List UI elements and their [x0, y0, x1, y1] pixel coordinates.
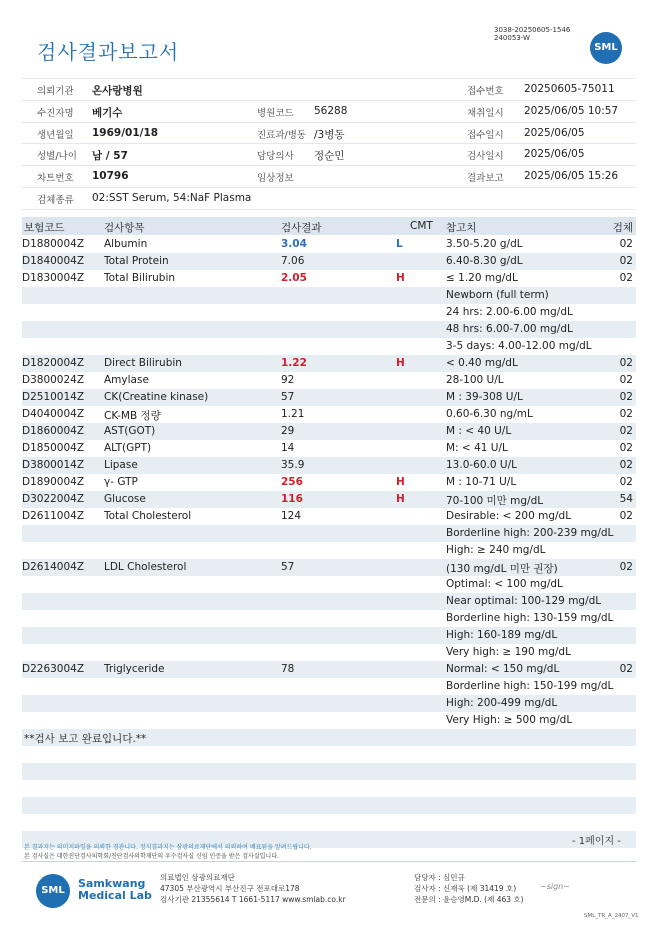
brand-line-2: Medical Lab: [78, 889, 152, 902]
table-row: [22, 746, 636, 763]
table-row: [22, 338, 636, 355]
cell-code: D3022004Z: [22, 493, 85, 505]
table-row: [22, 372, 636, 389]
cell-value: 1.21: [281, 408, 305, 420]
info-value: /3병동: [314, 128, 345, 141]
table-row: [22, 559, 636, 576]
info-label: 생년월일: [37, 129, 74, 141]
cell-name: Total Protein: [104, 255, 169, 267]
info-row: [22, 144, 636, 166]
cell-ref: 28-100 U/L: [446, 374, 504, 386]
cell-code: D1830004Z: [22, 272, 85, 284]
lab-address: [160, 872, 346, 905]
cell-code: D1850004Z: [22, 442, 85, 454]
cell-value: 7.06: [281, 255, 305, 267]
table-row: [22, 729, 636, 746]
sml-logo-icon: SML: [36, 874, 70, 908]
cell-value: 57: [281, 391, 295, 403]
cell-name: AST(GOT): [104, 425, 156, 437]
specimen-label: 검체종류: [37, 194, 74, 206]
info-row-specimen: [22, 188, 636, 210]
cell-name: Amylase: [104, 374, 149, 386]
cell-value: 92: [281, 374, 295, 386]
table-row: [22, 355, 636, 372]
signature-icon: ~sign~: [540, 882, 570, 891]
table-row: [22, 423, 636, 440]
cell-name: Triglyceride: [104, 663, 165, 675]
info-label: 의뢰기관: [37, 86, 74, 97]
table-row: [22, 780, 636, 797]
info-label: 병원코드: [257, 107, 294, 119]
table-row: [22, 389, 636, 406]
table-row: [22, 678, 636, 695]
info-label: 접수일시: [467, 129, 504, 141]
cell-ref: 70-100 미만 mg/dL: [446, 495, 544, 507]
info-label: 성별/나이: [37, 151, 77, 163]
info-label: 담당의사: [257, 151, 294, 163]
staff-line-1: 담당자 : 심민규: [414, 873, 465, 882]
cell-specimen: 02: [619, 272, 633, 284]
cell-specimen: 54: [619, 493, 633, 505]
info-value: 남 / 57: [92, 150, 128, 163]
cell-code: D1880004Z: [22, 238, 85, 250]
cell-flag: H: [396, 272, 405, 284]
header-code: 보험코드: [24, 222, 65, 234]
table-row: [22, 610, 636, 627]
cell-specimen: 02: [619, 561, 633, 573]
cell-value: 35.9: [281, 459, 305, 471]
table-row: [22, 576, 636, 593]
cell-code: D4040004Z: [22, 408, 85, 420]
info-row: [22, 166, 636, 188]
header-ref: 참고치: [446, 222, 477, 234]
header-value: 검사결과: [281, 222, 322, 234]
cell-value: 1.22: [281, 357, 307, 369]
info-label: 수진자명: [37, 107, 74, 119]
table-row: [22, 253, 636, 270]
cell-ref: Desirable: < 200 mg/dL: [446, 510, 572, 522]
table-row: [22, 797, 636, 814]
cell-code: D1840004Z: [22, 255, 85, 267]
cell-ref: Near optimal: 100-129 mg/dL: [446, 595, 602, 607]
results-table: [22, 236, 636, 848]
cell-ref: 3.50-5.20 g/dL: [446, 238, 523, 250]
info-value: 20250605-75011: [524, 83, 615, 95]
table-row: [22, 287, 636, 304]
cell-ref: High: ≥ 240 mg/dL: [446, 544, 546, 556]
info-row: [22, 78, 636, 101]
cell-ref: Borderline high: 130-159 mg/dL: [446, 612, 614, 624]
cell-value: 2.05: [281, 272, 307, 284]
cell-code: D3800024Z: [22, 374, 85, 386]
cell-ref: Optimal: < 100 mg/dL: [446, 578, 563, 590]
cell-specimen: 02: [619, 663, 633, 675]
cell-code: **검사 보고 완료입니다.**: [24, 733, 147, 745]
info-value: 온사랑병원: [92, 85, 143, 97]
footer-note-1: 본 결과지는 의미지파일을 의뢰한 경관니다. 정식결과지는 삼광의료재단에서 의뢰하여 배표됨을 알려드립니다.: [24, 844, 312, 851]
cell-value: 3.04: [281, 238, 307, 250]
cell-specimen: 02: [619, 408, 633, 420]
cell-name: CK-MB 정량: [104, 410, 161, 422]
cell-ref: 0.60-6.30 ng/mL: [446, 408, 533, 420]
info-label: 차트번호: [37, 173, 74, 185]
info-value: 56288: [314, 104, 348, 117]
info-value: 2025/06/05: [524, 148, 585, 161]
info-value: 2025/06/05: [524, 126, 585, 139]
cell-name: Albumin: [104, 238, 148, 250]
cell-value: 124: [281, 510, 302, 522]
cell-ref: 13.0-60.0 U/L: [446, 459, 517, 471]
brand-line-1: Samkwang: [78, 877, 146, 890]
info-label: 결과보고: [467, 173, 504, 185]
cell-name: CK(Creatine kinase): [104, 391, 209, 403]
info-value: 2025/06/05 15:26: [524, 170, 619, 183]
cell-value: 78: [281, 663, 295, 675]
report-code-line2: 240053-W: [494, 34, 530, 42]
cell-value: 57: [281, 561, 295, 573]
cell-ref: 24 hrs: 2.00-6.00 mg/dL: [446, 306, 573, 318]
cell-name: Lipase: [104, 459, 138, 471]
cell-ref: M: < 41 U/L: [446, 442, 508, 454]
cell-name: Total Bilirubin: [104, 272, 176, 284]
cell-specimen: 02: [619, 391, 633, 403]
page-number: - 1페이지 -: [572, 836, 621, 847]
info-label: 접수번호: [467, 86, 504, 97]
cell-ref: 3-5 days: 4.00-12.00 mg/dL: [446, 340, 592, 352]
cell-name: Direct Bilirubin: [104, 357, 182, 369]
staff-line-3: 전문의 : 윤승영M.D. (제 463 호): [414, 895, 524, 904]
table-row: [22, 661, 636, 678]
table-row: [22, 644, 636, 661]
info-label: 임상정보: [257, 173, 294, 185]
table-row: [22, 508, 636, 525]
cell-ref: M : 39-308 U/L: [446, 391, 523, 403]
info-label: 진료과/병동: [257, 129, 307, 141]
cell-flag: H: [396, 476, 405, 488]
cell-ref: Very high: ≥ 190 mg/dL: [446, 646, 571, 658]
specimen-value: 02:SST Serum, 54:NaF Plasma: [92, 191, 252, 204]
table-row: [22, 593, 636, 610]
staff-line-2: 검사자 : 신재욱 (제 31419 호): [414, 884, 517, 893]
form-code: SML_TR_A_2407_V1: [584, 913, 639, 919]
info-value: 정순민: [314, 150, 345, 163]
info-label: 채취일시: [467, 107, 504, 119]
table-row: [22, 695, 636, 712]
table-row: [22, 474, 636, 491]
report-code: [494, 26, 570, 42]
cell-code: D1820004Z: [22, 357, 85, 369]
cell-code: D2611004Z: [22, 510, 85, 522]
footer-divider: [22, 861, 636, 862]
cell-value: 14: [281, 442, 295, 454]
table-row: [22, 457, 636, 474]
info-value: 베기수: [92, 106, 123, 119]
cell-flag: L: [396, 238, 403, 250]
info-value: 1969/01/18: [92, 126, 159, 139]
table-row: [22, 270, 636, 287]
staff-info: [414, 872, 524, 905]
info-label: 검사일시: [467, 151, 504, 163]
addr-line-2: 47305 부산광역시 부산진구 전포대로178: [160, 884, 300, 893]
cell-ref: M : 10-71 U/L: [446, 476, 517, 488]
cell-specimen: 02: [619, 238, 633, 250]
cell-specimen: 02: [619, 425, 633, 437]
cell-ref: Borderline high: 200-239 mg/dL: [446, 527, 614, 539]
cell-ref: ≤ 1.20 mg/dL: [446, 272, 518, 284]
table-row: [22, 712, 636, 729]
table-row: [22, 406, 636, 423]
cell-ref: 6.40-8.30 g/dL: [446, 255, 523, 267]
cell-specimen: 02: [619, 255, 633, 267]
cell-name: Total Cholesterol: [104, 510, 192, 522]
patient-info-table: [22, 78, 636, 210]
table-row: [22, 491, 636, 508]
cell-ref: < 0.40 mg/dL: [446, 357, 518, 369]
report-code-line1: 3038-20250605-1546: [494, 26, 571, 34]
cell-code: D2263004Z: [22, 663, 85, 675]
cell-ref: 48 hrs: 6.00-7.00 mg/dL: [446, 323, 573, 335]
table-row: [22, 440, 636, 457]
cell-ref: M : < 40 U/L: [446, 425, 512, 437]
report-title: 검사결과보고서: [37, 40, 180, 64]
table-row: [22, 321, 636, 338]
header-name: 검사항목: [104, 222, 145, 234]
cell-specimen: 02: [619, 459, 633, 471]
cell-value: 29: [281, 425, 295, 437]
cell-value: 256: [281, 476, 303, 488]
header-specimen: 검체: [612, 222, 633, 234]
cell-name: LDL Cholesterol: [104, 561, 187, 573]
cell-specimen: 02: [619, 442, 633, 454]
cell-specimen: 02: [619, 357, 633, 369]
cell-flag: H: [396, 493, 405, 505]
cell-ref: High: 160-189 mg/dL: [446, 629, 558, 641]
brand-name: [78, 878, 152, 902]
cell-code: D1890004Z: [22, 476, 85, 488]
cell-specimen: 02: [619, 510, 633, 522]
cell-specimen: 02: [619, 374, 633, 386]
footer-note-2: 본 검사실은 대한진단검사의학회/진단검사의학재단의 우수검사실 신임 인증을 받은 검사실입니다.: [24, 853, 279, 860]
table-row: [22, 236, 636, 253]
results-header: [22, 217, 636, 235]
cell-code: D2510014Z: [22, 391, 85, 403]
cell-code: D2614004Z: [22, 561, 85, 573]
cell-ref: High: 200-499 mg/dL: [446, 697, 558, 709]
sml-logo-icon: SML: [590, 32, 622, 64]
addr-line-3: 검사기관 21355614 T 1661-5117 www.smlab.co.kr: [160, 895, 346, 904]
table-row: [22, 763, 636, 780]
info-value: 2025/06/05 10:57: [524, 104, 619, 117]
cell-flag: H: [396, 357, 405, 369]
cell-name: ALT(GPT): [104, 442, 152, 454]
cell-ref: (130 mg/dL 미만 권장): [446, 563, 558, 575]
table-row: [22, 542, 636, 559]
cell-code: D3800014Z: [22, 459, 85, 471]
table-row: [22, 304, 636, 321]
cell-code: D1860004Z: [22, 425, 85, 437]
cell-value: 116: [281, 493, 303, 505]
cell-name: Glucose: [104, 493, 146, 505]
addr-line-1: 의료법인 삼광의료재단: [160, 873, 235, 882]
cell-ref: Normal: < 150 mg/dL: [446, 663, 560, 675]
table-row: [22, 814, 636, 831]
cell-specimen: 02: [619, 476, 633, 488]
table-row: [22, 525, 636, 542]
cell-ref: Borderline high: 150-199 mg/dL: [446, 680, 614, 692]
info-row: [22, 101, 636, 123]
info-row: [22, 123, 636, 145]
table-row: [22, 627, 636, 644]
cell-ref: Newborn (full term): [446, 289, 549, 301]
cell-ref: Very High: ≥ 500 mg/dL: [446, 714, 573, 726]
cell-name: γ- GTP: [104, 476, 138, 488]
header-cmt: CMT: [410, 220, 433, 232]
info-value: 10796: [92, 170, 129, 183]
